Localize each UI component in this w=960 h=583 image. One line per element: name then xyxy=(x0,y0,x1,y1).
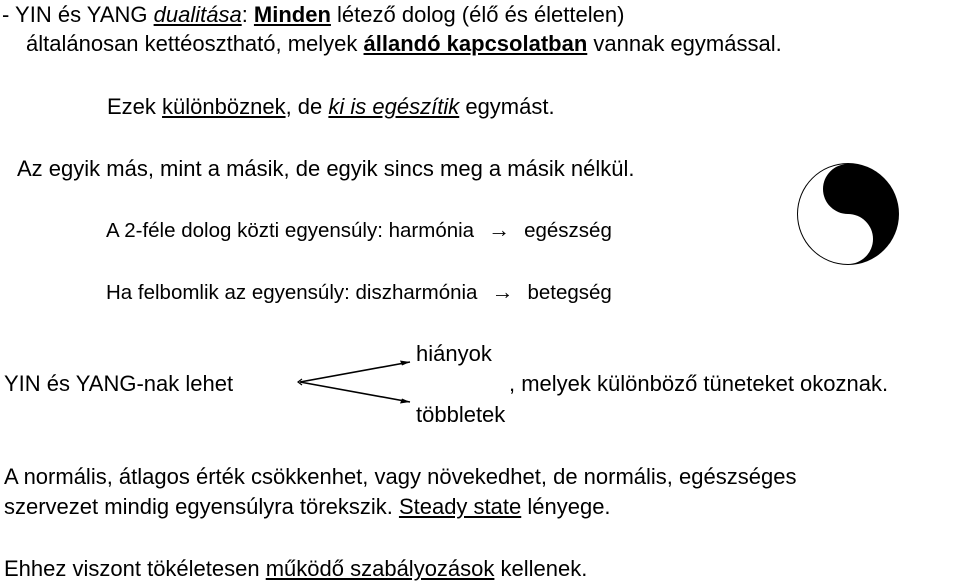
illness-text: betegség xyxy=(527,281,612,304)
line-2-a: általánosan kettéosztható, melyek xyxy=(26,31,364,56)
harmony-text: A 2-féle dolog közti egyensúly: harmónia xyxy=(106,219,475,242)
line-2-c: vannak egymással. xyxy=(587,31,782,56)
yin-yang-icon xyxy=(794,160,902,268)
line-8-text: A normális, átlagos érték csökkenhet, vagy növekedhet, de normális, egészséges xyxy=(4,464,797,489)
line-5 xyxy=(106,217,612,244)
line-4 xyxy=(17,156,634,182)
line-1 xyxy=(2,2,624,28)
right-arrow-icon: → xyxy=(488,217,511,242)
line-6 xyxy=(106,279,612,306)
line-9-a: szervezet mindig egyensúlyra törekszik. xyxy=(4,494,399,519)
line-4-text: Az egyik más, mint a másik, de egyik sincs meg a másik nélkül. xyxy=(17,156,635,181)
disharmony-text: Ha felbomlik az egyensúly: diszharmónia xyxy=(106,281,478,304)
term-steady-state: Steady state xyxy=(398,494,522,519)
tunetek-label xyxy=(509,371,888,397)
line-1-e: létező dolog (élő és élettelen) xyxy=(330,2,625,27)
term-mukodo-szabalyozasok: működő szabályozások xyxy=(265,556,495,581)
yin-yang-lehet-label xyxy=(4,371,233,397)
line-9 xyxy=(4,494,611,520)
line-10 xyxy=(4,556,587,582)
term-dualitasa: dualitása xyxy=(153,2,242,27)
yin-yang-lehet-text: YIN és YANG-nak lehet xyxy=(4,371,234,396)
term-minden: Minden xyxy=(253,2,331,27)
health-text: egészség xyxy=(524,219,612,242)
tobbletek-label xyxy=(416,402,505,428)
line-2 xyxy=(26,31,782,57)
term-ki-is-egeszitik: ki is egészítik xyxy=(328,94,460,119)
line-3-c: , de xyxy=(285,94,329,119)
hianyok-text: hiányok xyxy=(416,341,492,366)
tobbletek-text: többletek xyxy=(416,402,506,427)
line-3 xyxy=(107,94,555,120)
tunetek-text: , melyek különböző tüneteket okoznak. xyxy=(509,371,889,396)
line-3-a: Ezek xyxy=(107,94,163,119)
term-kulonboznek: különböznek xyxy=(162,94,286,119)
line-9-c: lényege. xyxy=(521,494,611,519)
line-8 xyxy=(4,464,796,490)
line-1-c: : xyxy=(241,2,254,27)
line-10-a: Ehhez viszont tökéletesen xyxy=(4,556,266,581)
line-1-a: - YIN és YANG xyxy=(2,2,154,27)
line-3-e: egymást. xyxy=(459,94,555,119)
right-arrow-icon: → xyxy=(491,279,514,304)
term-allando-kapcsolatban: állandó kapcsolatban xyxy=(363,31,588,56)
hianyok-label xyxy=(416,341,492,367)
branch-arrows-icon xyxy=(296,354,416,410)
line-10-c: kellenek. xyxy=(494,556,588,581)
